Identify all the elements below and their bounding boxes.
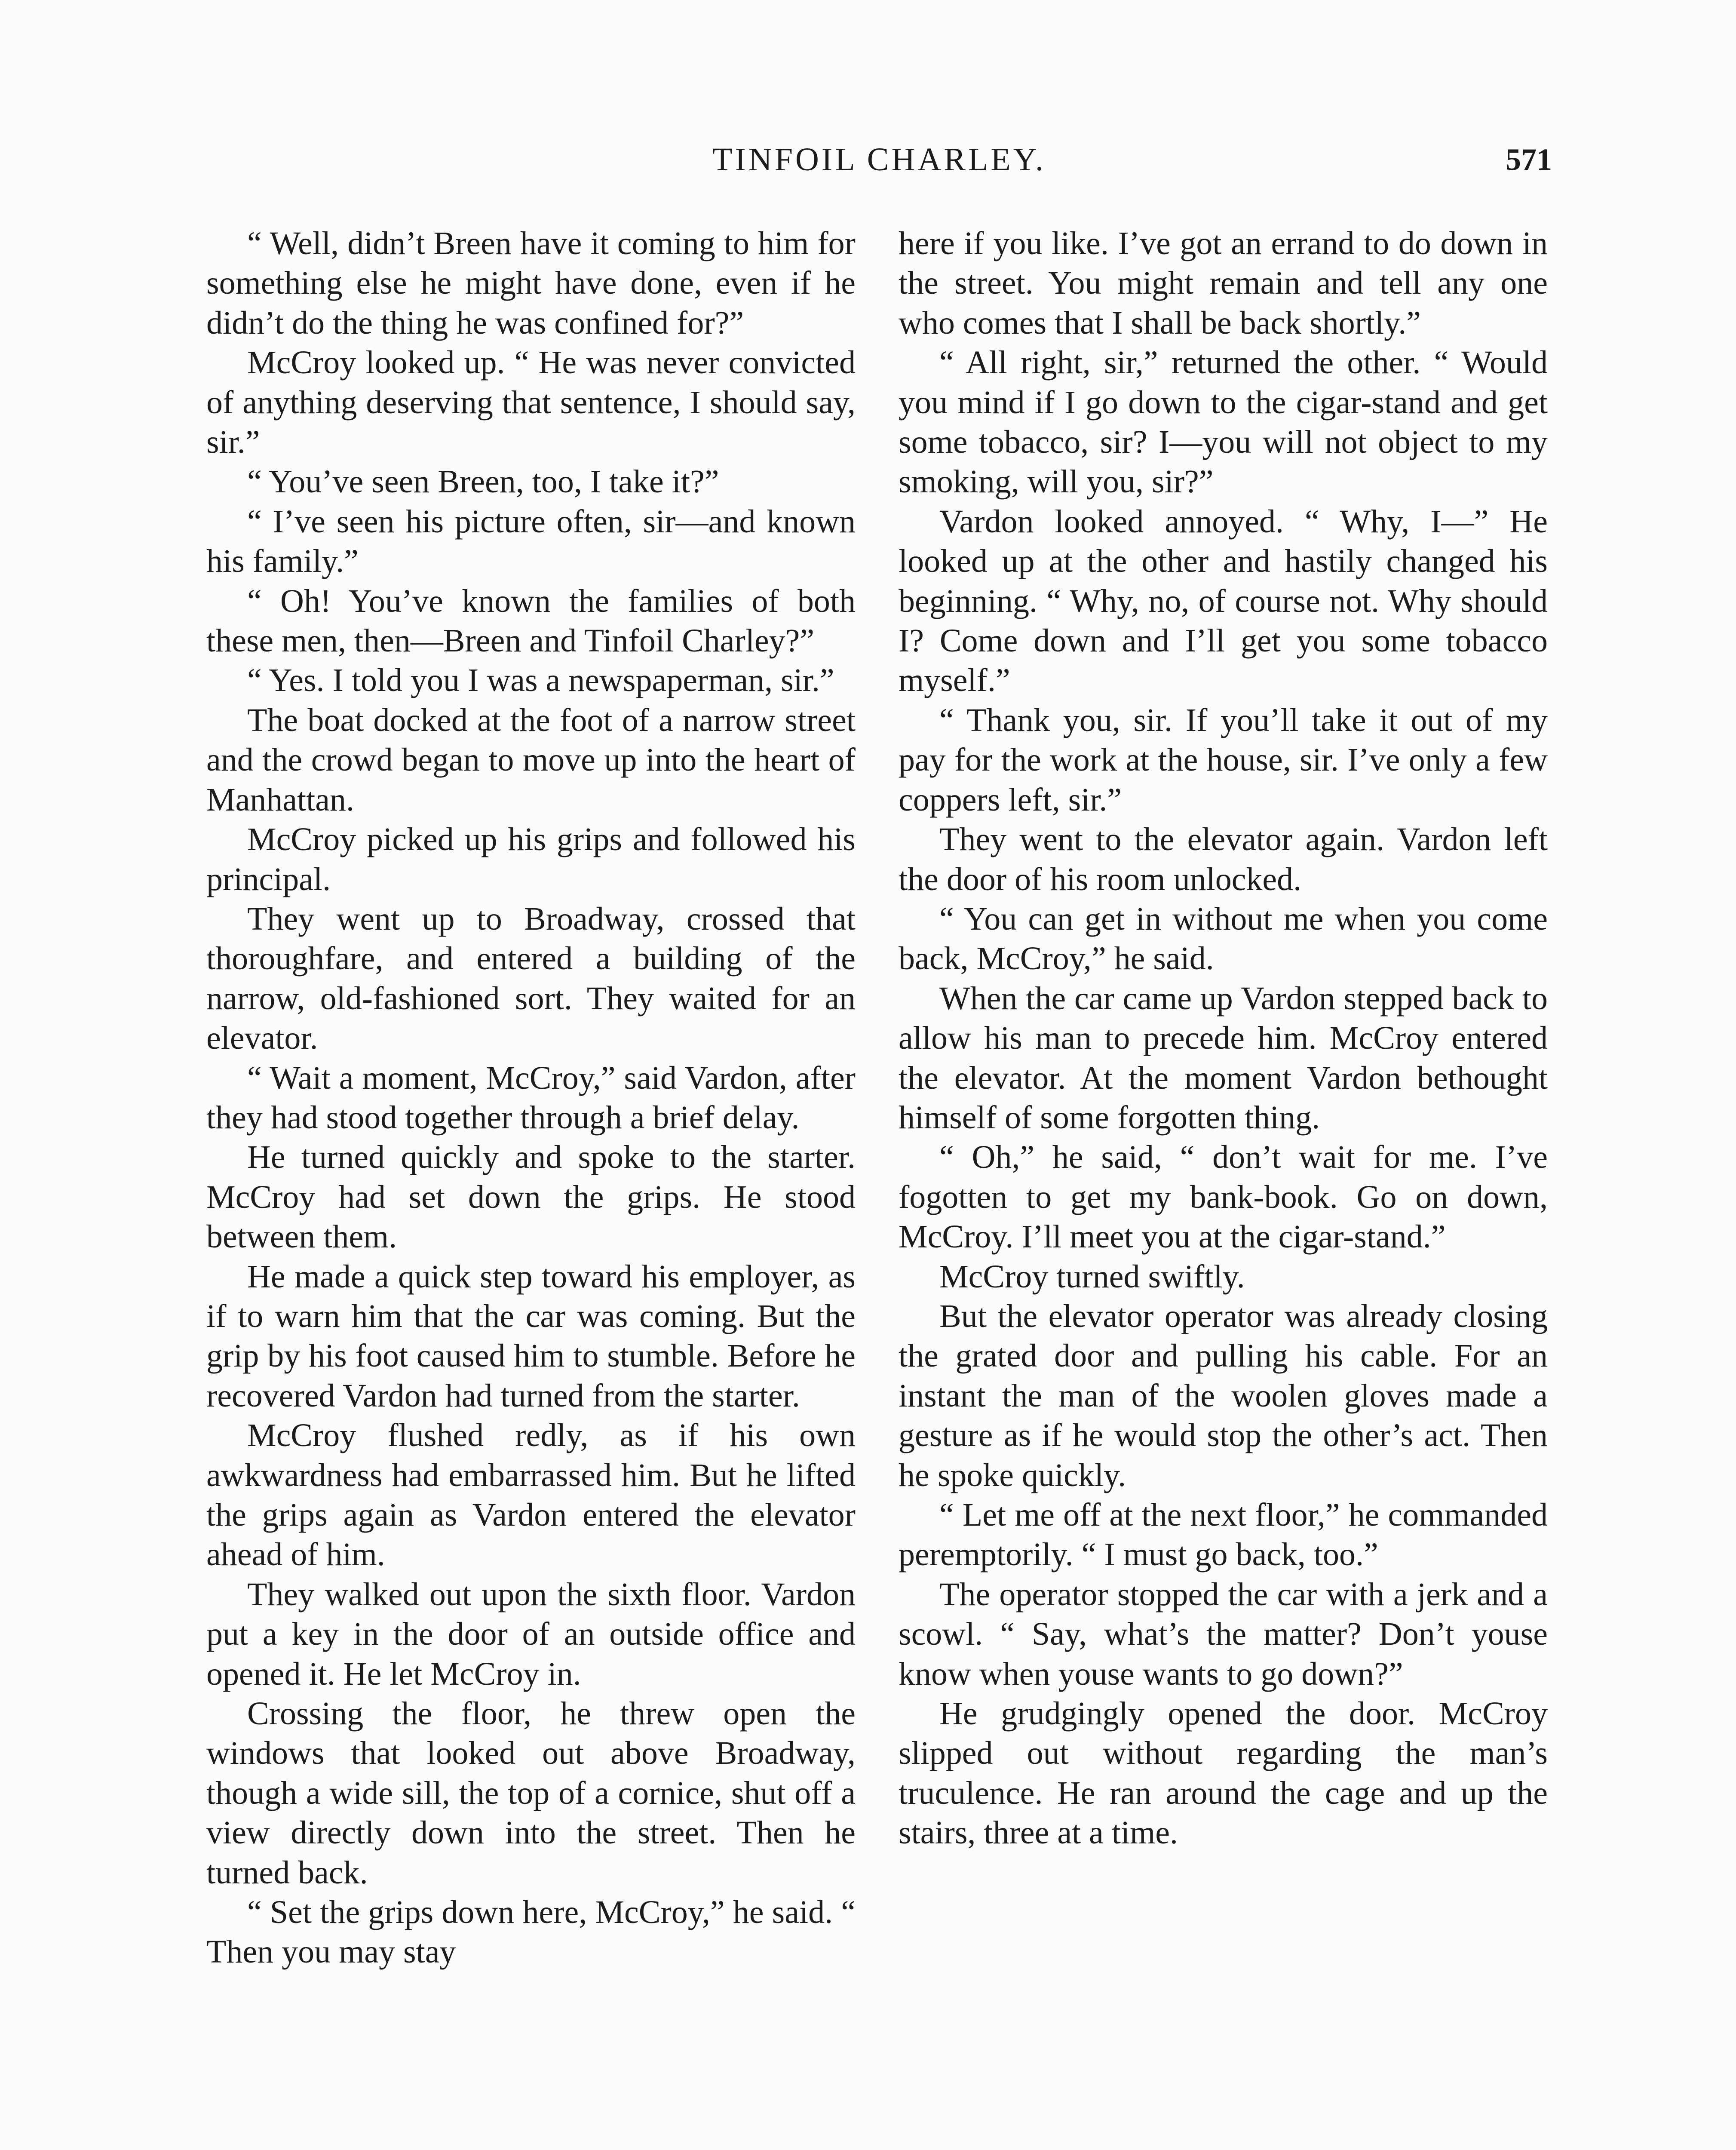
paragraph: McCroy picked up his grips and followed his principal.	[206, 821, 856, 897]
paragraph: “ Oh,” he said, “ don’t wait for me. I’ve fogotten to get my bank-book. Go on down, McCroy. I’ll meet you at the cigar-stand.”	[899, 1139, 1548, 1255]
paragraph: He grudgingly opened the door. McCroy slipped out without regarding the man’s truculence. He ran around the cage and up the stairs, three at a time.	[899, 1695, 1548, 1851]
paragraph: But the elevator operator was already closing the grated door and pulling his cable. For an instant the man of the woolen gloves made a gesture as if he would stop the other’s act. Then he spoke quickly.	[899, 1298, 1548, 1493]
right-column	[899, 224, 1548, 1853]
paragraph: He turned quickly and spoke to the starter. McCroy had set down the grips. He stood between them.	[206, 1139, 856, 1255]
page-number: 571	[1506, 142, 1552, 177]
paragraph: “ Oh! You’ve known the families of both these men, then—Breen and Tinfoil Charley?”	[206, 583, 856, 659]
paragraph: He made a quick step toward his employer, as if to warn him that the car was coming. But the grip by his foot caused him to stumble. Before he recovered Vardon had turned from the starter.	[206, 1258, 856, 1414]
paragraph: “ You can get in without me when you come back, McCroy,” he said.	[899, 900, 1548, 977]
paragraph: The operator stopped the car with a jerk and a scowl. “ Say, what’s the matter? Don’t youse know when youse wants to go down?”	[899, 1576, 1548, 1692]
paragraph: “ Well, didn’t Breen have it coming to him for something else he might have done, even if he didn’t do the thing he was confined for?”	[206, 225, 856, 341]
paragraph: McCroy flushed redly, as if his own awkwardness had embarrassed him. But he lifted the grips again as Vardon entered the elevator ahead of him.	[206, 1417, 856, 1573]
paragraph: Vardon looked annoyed. “ Why, I—” He looked up at the other and hastily changed his beginning. “ Why, no, of course not. Why should I? Come down and I’ll get you some tobacco myself.”	[899, 503, 1548, 699]
paragraph: here if you like. I’ve got an errand to do down in the street. You might remain and tell any one who comes that I shall be back shortly.”	[899, 225, 1548, 341]
paragraph: Crossing the floor, he threw open the windows that looked out above Broadway, though a wide sill, the top of a cornice, shut off a view directly down into the street. Then he turned back.	[206, 1695, 856, 1891]
paragraph: “ I’ve seen his picture often, sir—and known his family.”	[206, 503, 856, 580]
paragraph: The boat docked at the foot of a narrow street and the crowd began to move up into the heart of Manhattan.	[206, 702, 856, 818]
paragraph: McCroy looked up. “ He was never convicted of anything deserving that sentence, I should say, sir.”	[206, 344, 856, 461]
paragraph: “ Let me off at the next floor,” he commanded peremptorily. “ I must go back, too.”	[899, 1497, 1548, 1573]
running-title: TINFOIL CHARLEY.	[712, 141, 1046, 178]
paragraph: “ Yes. I told you I was a newspaperman, sir.”	[247, 662, 834, 699]
paragraph: When the car came up Vardon stepped back to allow his man to precede him. McCroy entered the elevator. At the moment Vardon bethought himself of some forgotten thing.	[899, 980, 1548, 1136]
paragraph: They went up to Broadway, crossed that thoroughfare, and entered a building of the narrow, old-fashioned sort. They waited for an elevator.	[206, 900, 856, 1057]
paragraph: “ All right, sir,” returned the other. “ Would you mind if I go down to the cigar-stand and get some tobacco, sir? I—you will not object to my smoking, will you, sir?”	[899, 344, 1548, 500]
paragraph: They went to the elevator again. Vardon left the door of his room unlocked.	[899, 821, 1548, 897]
paragraph: “ Wait a moment, McCroy,” said Vardon, after they had stood together through a brief delay.	[206, 1060, 856, 1136]
paragraph: They walked out upon the sixth floor. Vardon put a key in the door of an outside office and opened it. He let McCroy in.	[206, 1576, 856, 1692]
paragraph: “ Thank you, sir. If you’ll take it out of my pay for the work at the house, sir. I’ve only a few coppers left, sir.”	[899, 702, 1548, 818]
page-header	[206, 136, 1552, 183]
paragraph: “ You’ve seen Breen, too, I take it?”	[247, 464, 719, 500]
paragraph: “ Set the grips down here, McCroy,” he said. “ Then you may stay	[206, 1894, 856, 1970]
left-column	[206, 224, 856, 1972]
paragraph: McCroy turned swiftly.	[939, 1258, 1245, 1295]
